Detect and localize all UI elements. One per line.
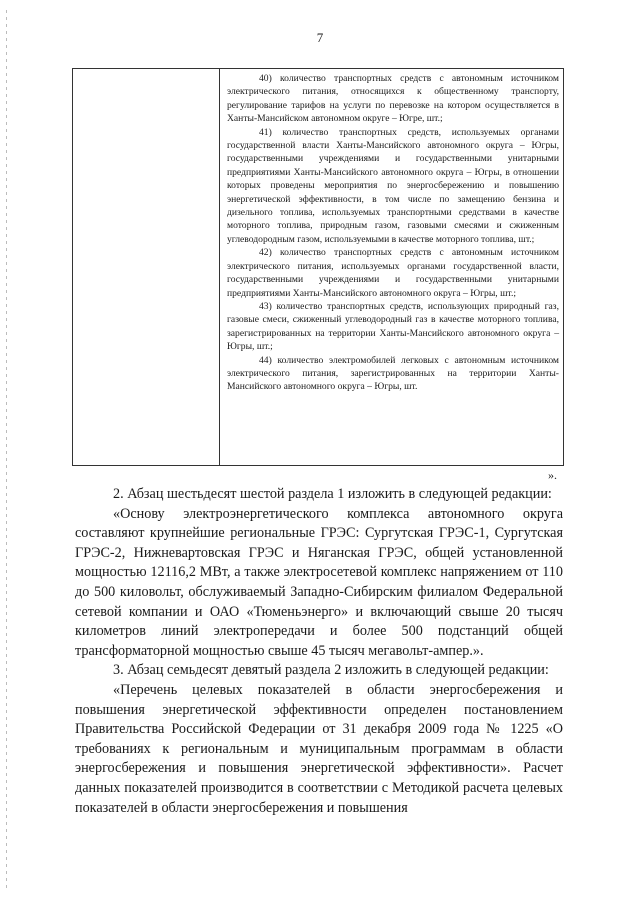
table-item-41: 41) количество транспортных средств, используемых органами государственной власти Ханты-Мансийского автономного округа – Югры, государственными учреждениями и государственными унитарными предприятиями Ханты-Мансийского автономного округа – Югры, в отношении которых проведены мероприятия по энергосбережению и повышению энергетической эффективности, в том числе по замещению бензина и дизельного топлива, используемых транспортными средствами в качестве моторного топлива, природным газом, газовыми смесями и сжиженным углеводородным газом, используемыми в качестве моторного топлива, шт.; [227, 126, 559, 245]
table-right-column [227, 72, 559, 394]
table-left-column [73, 69, 220, 465]
table-closing-quote: ». [548, 468, 557, 482]
page-number: 7 [316, 30, 324, 45]
scan-edge-artifact [6, 10, 7, 890]
paragraph-amendment-2: 2. Абзац шестьдесят шестой раздела 1 изложить в следующей редакции: [113, 486, 552, 502]
body-text [75, 485, 563, 818]
paragraph-amendment-3: 3. Абзац семьдесят девятый раздела 2 изложить в следующей редакции: [113, 662, 549, 679]
table-item-43: 43) количество транспортных средств, использующих природный газ, газовые смеси, сжиженный углеводородный газ в качестве моторного топлива, зарегистрированных на территории Ханты-Мансийского автономного округа – Югры, шт.; [227, 300, 559, 353]
paragraph-target-indicators: «Перечень целевых показателей в области энергосбережения и повышения энергетической эффективности определен постановлением Правительства Российской Федерации от 31 декабря 2009 года № 1225 «О требованиях к региональным и муниципальным программам в области энергосбережения и повышения энергетической эффективности». Расчет данных показателей производится в соответствии с Методикой расчета целевых показателей в области энергосбережения и повышения [75, 681, 563, 816]
table-item-42: 42) количество транспортных средств с автономным источником электрического питания, используемых органами государственной власти, государственными учреждениями и государственными унитарными предприятиями Ханты-Мансийского автономного округа – Югры, шт.; [227, 247, 559, 299]
paragraph-energy-complex: «Основу электроэнергетического комплекса автономного округа составляют крупнейшие региональные ГРЭС: Сургутская ГРЭС-1, Сургутская ГРЭС-2, Нижневартовская ГРЭС и Няганская ГРЭС, общей установленной мощностью 12116,2 МВт, а также электросетевой комплекс напряжением от 110 до 500 киловольт, обслуживаемый Западно-Сибирским филиалом Федеральной сетевой компании и ОАО «Тюменьэнерго» и включающий свыше 20 тысяч километров линий электропередачи и более 500 подстанций общей трансформаторной мощностью свыше 45 тысяч мегавольт-ампер.». [75, 505, 563, 659]
table-item-44: 44) количество электромобилей легковых с автономным источником электрического питания, зарегистрированных на территории Ханты-Мансийского автономного округа – Югры, шт. [227, 354, 559, 393]
indicator-table [72, 68, 564, 466]
table-item-40: 40) количество транспортных средств с автономным источником электрического питания, относящихся к общественному транспорту, регулирование тарифов на услуги по перевозке на котором осуществляется в Ханты-Мансийском автономном округе – Югре, шт.; [227, 73, 559, 125]
